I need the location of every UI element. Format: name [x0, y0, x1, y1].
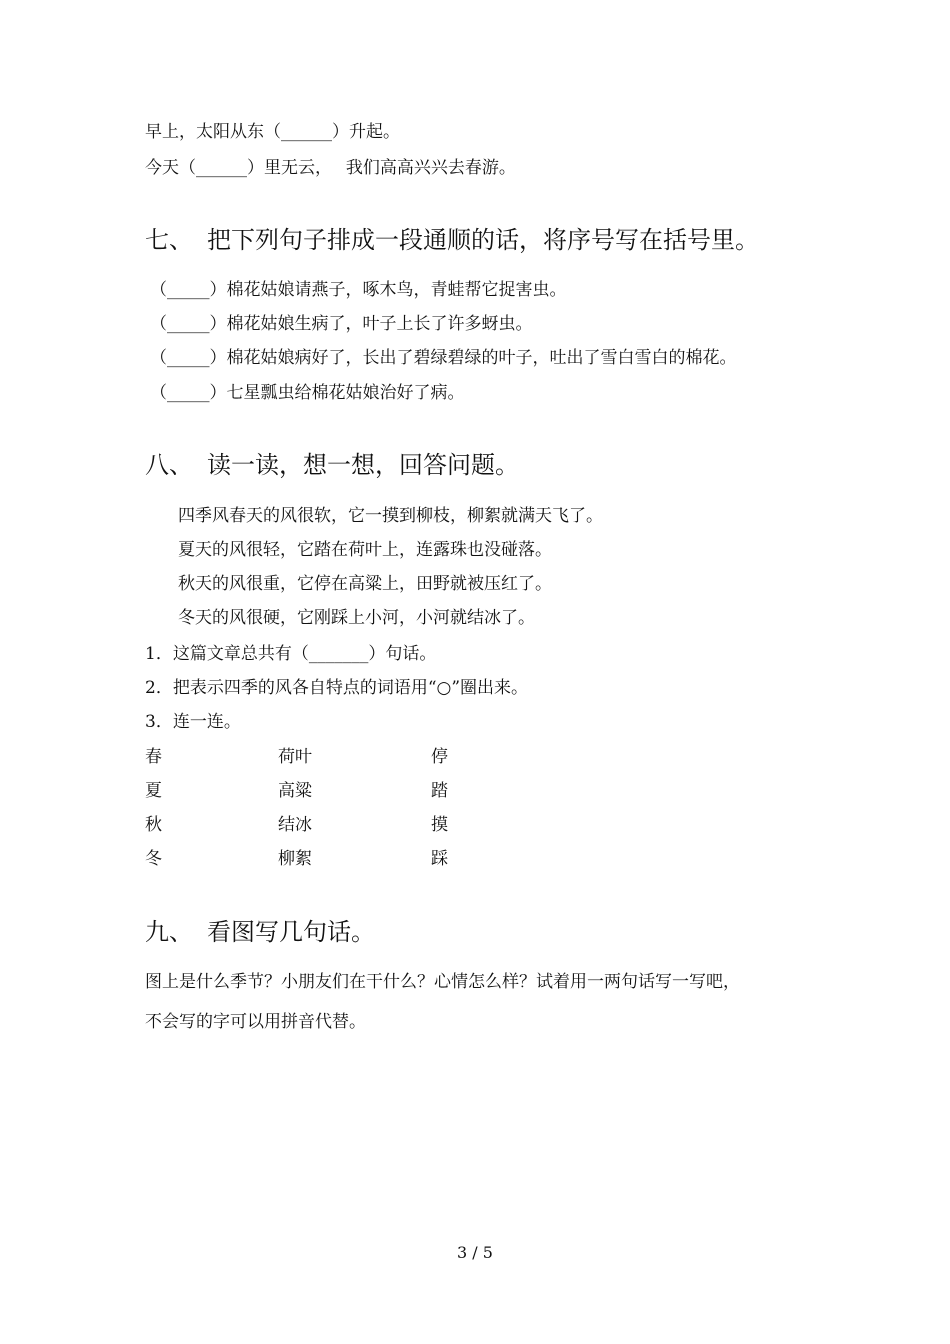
match-object-2: 高粱	[278, 781, 312, 801]
section-8-number: 八、	[145, 451, 193, 479]
match-verb-3: 摸	[431, 815, 448, 835]
order-item-4: （_____）七星瓢虫给棉花姑娘治好了病。	[150, 383, 465, 403]
writing-prompt-line-2: 不会写的字可以用拼音代替。	[145, 1012, 366, 1032]
passage-line-4: 冬天的风很硬，它刚踩上小河，小河就结冰了。	[178, 608, 535, 628]
passage-line-1: 四季风春天的风很软，它一摸到柳枝，柳絮就满天飞了。	[178, 506, 603, 526]
order-item-1: （_____）棉花姑娘请燕子，啄木鸟，青蛙帮它捉害虫。	[150, 280, 567, 300]
match-object-4: 柳絮	[278, 849, 312, 869]
question-2: 2．把表示四季的风各自特点的词语用“○”圈出来。	[145, 678, 529, 698]
section-8-heading	[145, 450, 519, 480]
writing-prompt-line-1: 图上是什么季节？小朋友们在干什么？心情怎么样？试着用一两句话写一写吧，	[145, 972, 740, 992]
order-item-2: （_____）棉花姑娘生病了，叶子上长了许多蚜虫。	[150, 314, 533, 334]
match-season-2: 夏	[145, 781, 162, 801]
section-7-number: 七、	[145, 226, 193, 254]
fill-line-2: 今天（______）里无云， 我们高高兴兴去春游。	[145, 158, 516, 178]
section-7-heading	[145, 225, 759, 255]
match-season-4: 冬	[145, 849, 162, 869]
page-number: 3 / 5	[457, 1243, 493, 1262]
question-3: 3．连一连。	[145, 712, 241, 732]
match-verb-2: 踏	[431, 781, 448, 801]
match-season-1: 春	[145, 747, 162, 767]
match-object-3: 结冰	[278, 815, 312, 835]
section-7-title: 把下列句子排成一段通顺的话，将序号写在括号里。	[207, 226, 759, 254]
match-season-3: 秋	[145, 815, 162, 835]
passage-line-3: 秋天的风很重，它停在高粱上，田野就被压红了。	[178, 574, 552, 594]
passage-line-2: 夏天的风很轻，它踏在荷叶上，连露珠也没碰落。	[178, 540, 552, 560]
section-8-title: 读一读，想一想，回答问题。	[207, 451, 519, 479]
order-item-3: （_____）棉花姑娘病好了，长出了碧绿碧绿的叶子，吐出了雪白雪白的棉花。	[150, 348, 737, 368]
match-verb-4: 踩	[431, 849, 448, 869]
section-9-heading	[145, 917, 375, 947]
section-9-number: 九、	[145, 918, 193, 946]
fill-line-1: 早上，太阳从东（______）升起。	[145, 122, 400, 142]
question-1: 1．这篇文章总共有（_______）句话。	[145, 644, 437, 664]
match-verb-1: 停	[431, 747, 448, 767]
match-object-1: 荷叶	[278, 747, 312, 767]
section-9-title: 看图写几句话。	[207, 918, 375, 946]
